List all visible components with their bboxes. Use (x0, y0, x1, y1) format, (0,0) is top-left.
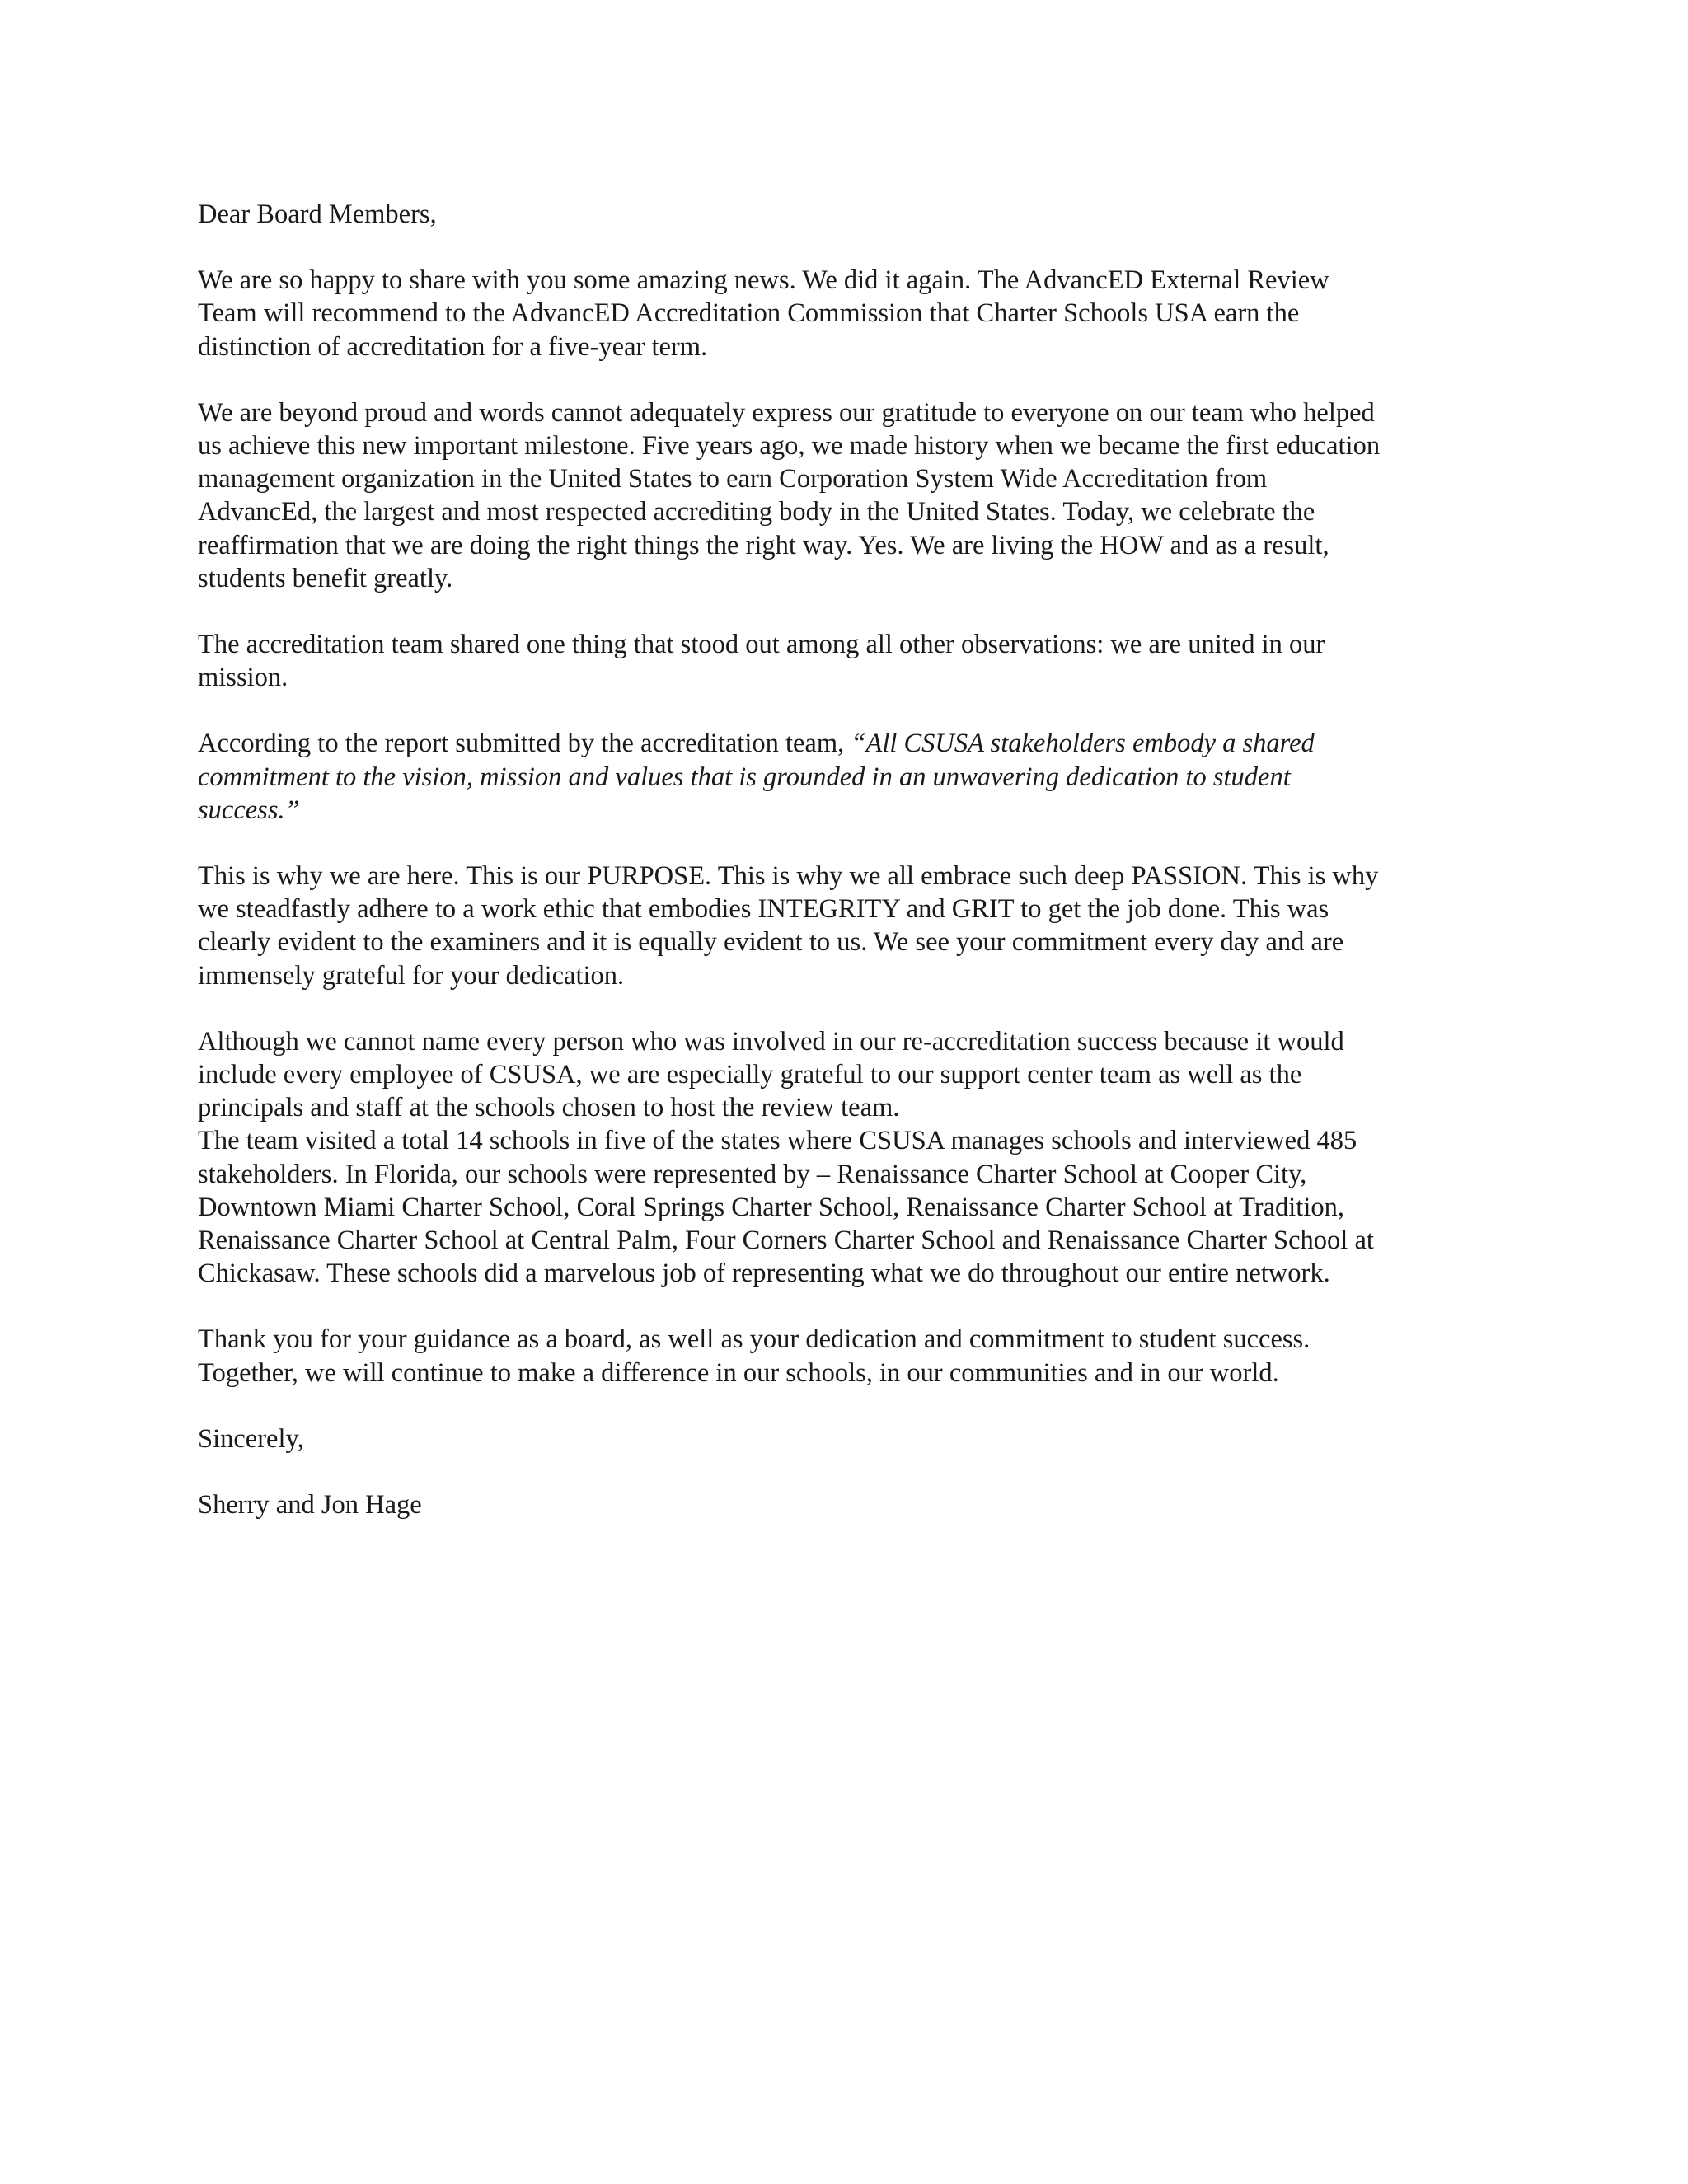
letter-body (198, 198, 1517, 1554)
closing: Sincerely, (198, 1423, 304, 1454)
paragraph-gratitude: We are beyond proud and words cannot adequately express our gratitude to everyone on our team who helped us achieve this new important milestone. Five years ago, we made history when we became the first education management organization in the United States to earn Corporation System Wide Accreditation from AdvancEd, the largest and most respected accrediting body in the United States. Today, we celebrate the reaffirmation that we are doing the right things the right way. Yes. We are living the HOW and as a result, students benefit greatly. (198, 397, 1381, 593)
paragraph-schools-visited: The team visited a total 14 schools in five of the states where CSUSA manages schools and interviewed 485 stakeholders. In Florida, our schools were represented by – Renaissance Charter School at Cooper City, Downtown Miami Charter School, Coral Springs Charter School, Renaissance Charter School at Tradition, Renaissance Charter School at Central Palm, Four Corners Charter School and Renaissance Charter School at Chickasaw. These schools did a marvelous job of representing what we do throughout our entire network. (198, 1126, 1374, 1289)
paragraph-thanks-staff: Although we cannot name every person who was involved in our re-accreditation success because it would include every employee of CSUSA, we are especially grateful to our support center team as well as the principals and staff at the schools chosen to host the review team. (198, 1026, 1344, 1123)
paragraph-team-observation: The accreditation team shared one thing that stood out among all other observations: we are united in our mission. (198, 630, 1325, 693)
report-quote: “All CSUSA stakeholders embody a shared commitment to the vision, mission and values that is grounded in an unwavering dedication to student success.” (198, 729, 1315, 825)
paragraph-announcement: We are so happy to share with you some amazing news. We did it again. The AdvancED External Review Team will recommend to the AdvancED Accreditation Commission that Charter Schools USA earn the distinction of accreditation for a five-year term. (198, 265, 1329, 362)
paragraph-report-quote (198, 727, 1517, 827)
salutation: Dear Board Members, (198, 199, 437, 229)
report-quote-lead: According to the report submitted by the accreditation team, (198, 729, 851, 759)
signature: Sherry and Jon Hage (198, 1490, 422, 1521)
paragraph-purpose: This is why we are here. This is our PURPOSE. This is why we all embrace such deep PASSION. This is why we steadfastly adhere to a work ethic that embodies INTEGRITY and GRIT to get the job done. This was clearly evident to the examiners and it is equally evident to us. We see your commitment every day and are immensely grateful for your dedication. (198, 861, 1379, 991)
paragraph-closing-thanks: Thank you for your guidance as a board, as well as your dedication and commitment to student success. Together, we will continue to make a difference in our schools, in our communities and in our world. (198, 1324, 1311, 1388)
